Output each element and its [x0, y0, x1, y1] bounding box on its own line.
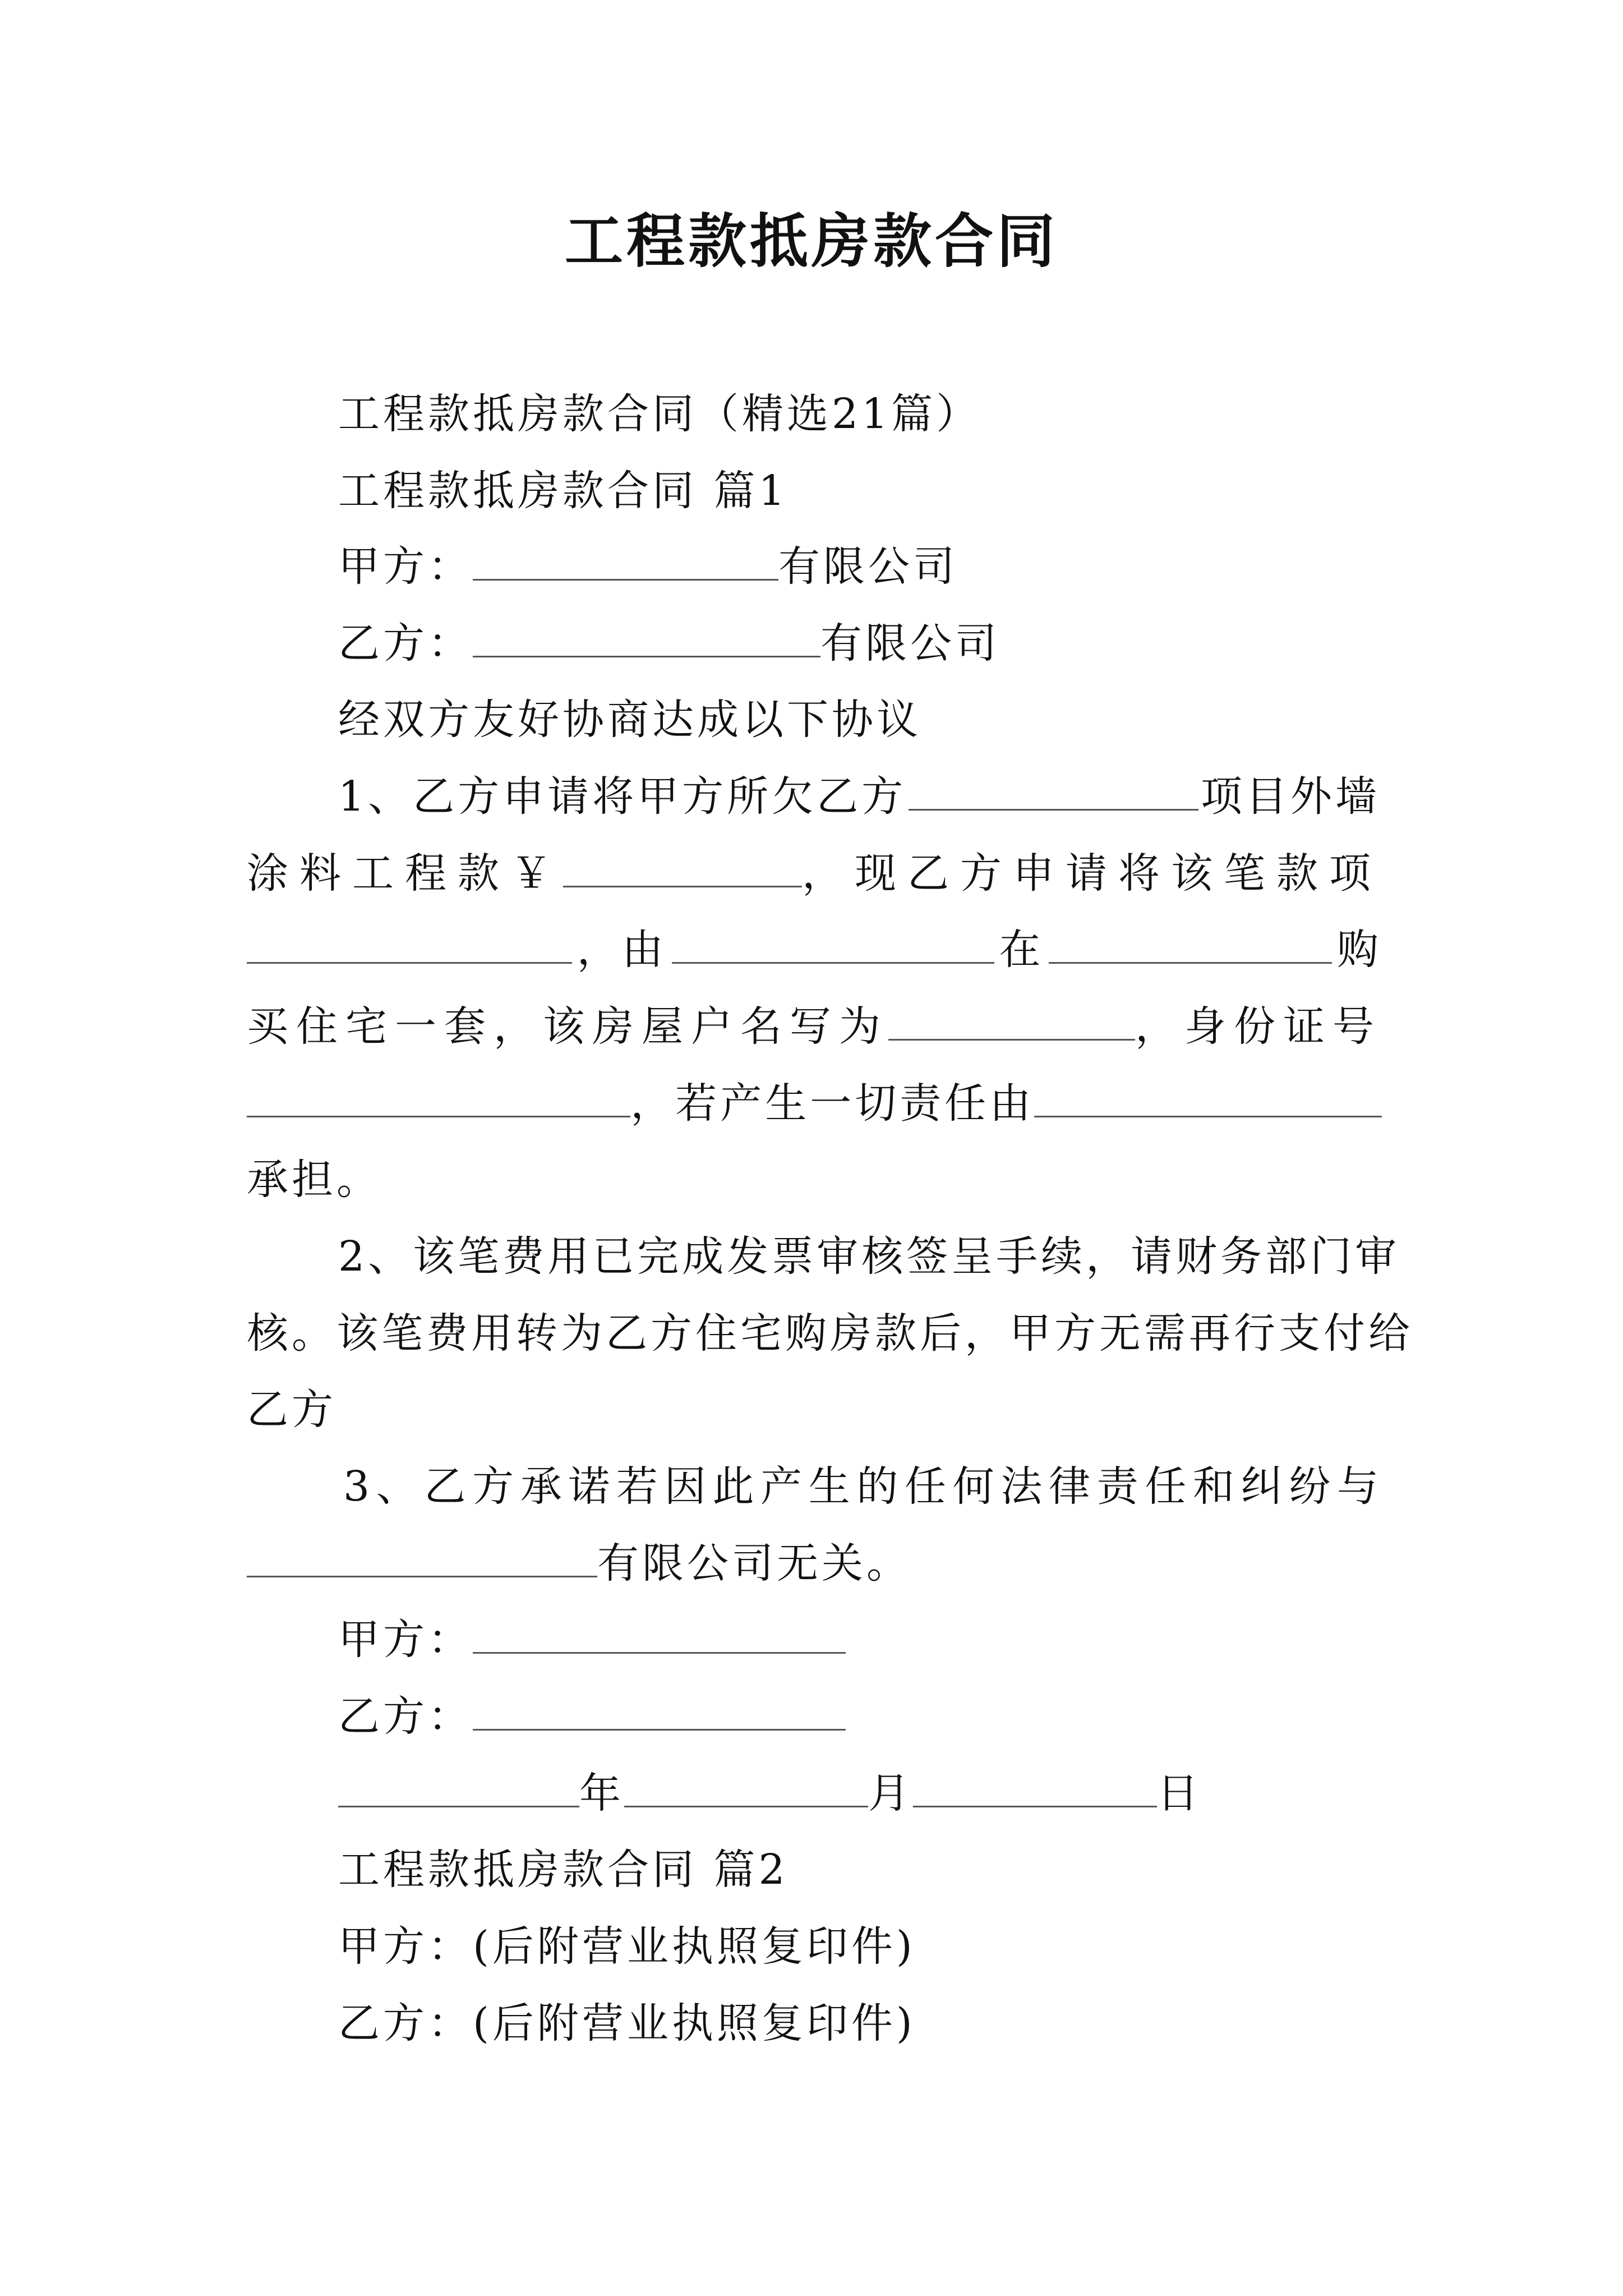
clause1-line5: [247, 1075, 1382, 1131]
clause2-line1: 2、该笔费用已完成发票审核签呈手续，请财务部门审: [338, 1232, 1400, 1281]
clause1-line6: 承担。: [247, 1156, 381, 1204]
part1-heading: 工程款抵房款合同 篇1: [338, 467, 789, 515]
collection-subtitle: 工程款抵房款合同（精选21篇）: [338, 390, 981, 438]
date-month-label: 月: [868, 1769, 913, 1818]
date-line: [338, 1765, 1202, 1821]
buyer-blank[interactable]: [672, 922, 994, 964]
sign-party-b-blank[interactable]: [473, 1688, 846, 1731]
party-b-line: [338, 615, 1000, 671]
clause1-line1: [338, 769, 1380, 825]
sign-party-a-blank[interactable]: [473, 1612, 846, 1654]
month-blank[interactable]: [624, 1765, 868, 1807]
party-a-suffix: 有限公司: [778, 542, 958, 591]
party-a-label: 甲方：: [338, 542, 473, 591]
clause1-text-f: 在: [999, 926, 1044, 974]
part2-heading: 工程款抵房款合同 篇2: [338, 1846, 789, 1894]
project-name-blank[interactable]: [909, 769, 1198, 811]
clause1-text-d: ，现乙方申请将该笔款项: [802, 849, 1382, 898]
house-owner-blank[interactable]: [888, 999, 1135, 1041]
clause2-line2: 核。该笔费用转为乙方住宅购房款后，甲方无需再行支付给: [247, 1309, 1413, 1358]
sign-party-a-line: [338, 1612, 846, 1668]
clause1-text-j: ，若产生一切责任由: [630, 1079, 1035, 1128]
sign-party-b-label: 乙方：: [338, 1692, 473, 1741]
clause1-text-e: ，由: [577, 926, 667, 974]
party-b-blank[interactable]: [473, 615, 820, 657]
clause1-line2: [247, 845, 1382, 901]
amount-detail-blank[interactable]: [247, 922, 572, 964]
date-year-label: 年: [579, 1769, 624, 1818]
agreement-intro: 经双方友好协商达成以下协议: [338, 696, 921, 744]
day-blank[interactable]: [913, 1765, 1157, 1807]
year-blank[interactable]: [338, 1765, 579, 1807]
clause2-line3: 乙方: [247, 1386, 336, 1434]
party-a-blank[interactable]: [473, 539, 778, 581]
clause3-line2: [247, 1535, 911, 1591]
clause1-text-a: 1、乙方申请将甲方所欠乙方: [338, 772, 907, 821]
party-b-suffix: 有限公司: [820, 619, 1000, 668]
document-title: 工程款抵房款合同: [564, 206, 1058, 275]
part2-party-a: 甲方：(后附营业执照复印件): [338, 1922, 916, 1971]
date-day-label: 日: [1157, 1769, 1202, 1818]
sign-party-b-line: [338, 1688, 846, 1745]
company-name-blank[interactable]: [247, 1535, 597, 1577]
responsible-party-blank[interactable]: [1034, 1075, 1382, 1117]
clause1-text-h: 买住宅一套，该房屋户名写为: [247, 1002, 888, 1051]
part2-party-b: 乙方：(后附营业执照复印件): [338, 1999, 916, 2047]
clause1-line4: [247, 999, 1382, 1055]
sign-party-a-label: 甲方：: [338, 1616, 473, 1664]
party-b-label: 乙方：: [338, 619, 473, 668]
amount-blank[interactable]: [563, 845, 802, 887]
clause1-line3: [247, 922, 1382, 978]
clause1-text-g: 购: [1336, 926, 1382, 974]
clause1-text-i: ，身份证号: [1135, 1002, 1382, 1051]
clause1-text-b: 项目外墙: [1201, 772, 1380, 821]
party-a-line: [338, 539, 958, 595]
clause3-text-b: 有限公司无关。: [597, 1539, 911, 1588]
location-blank[interactable]: [1049, 922, 1332, 964]
clause3-line1: 3、乙方承诺若因此产生的任何法律责任和纠纷与: [343, 1462, 1382, 1511]
id-number-blank[interactable]: [247, 1075, 630, 1117]
clause1-text-c: 涂料工程款￥: [247, 849, 563, 898]
